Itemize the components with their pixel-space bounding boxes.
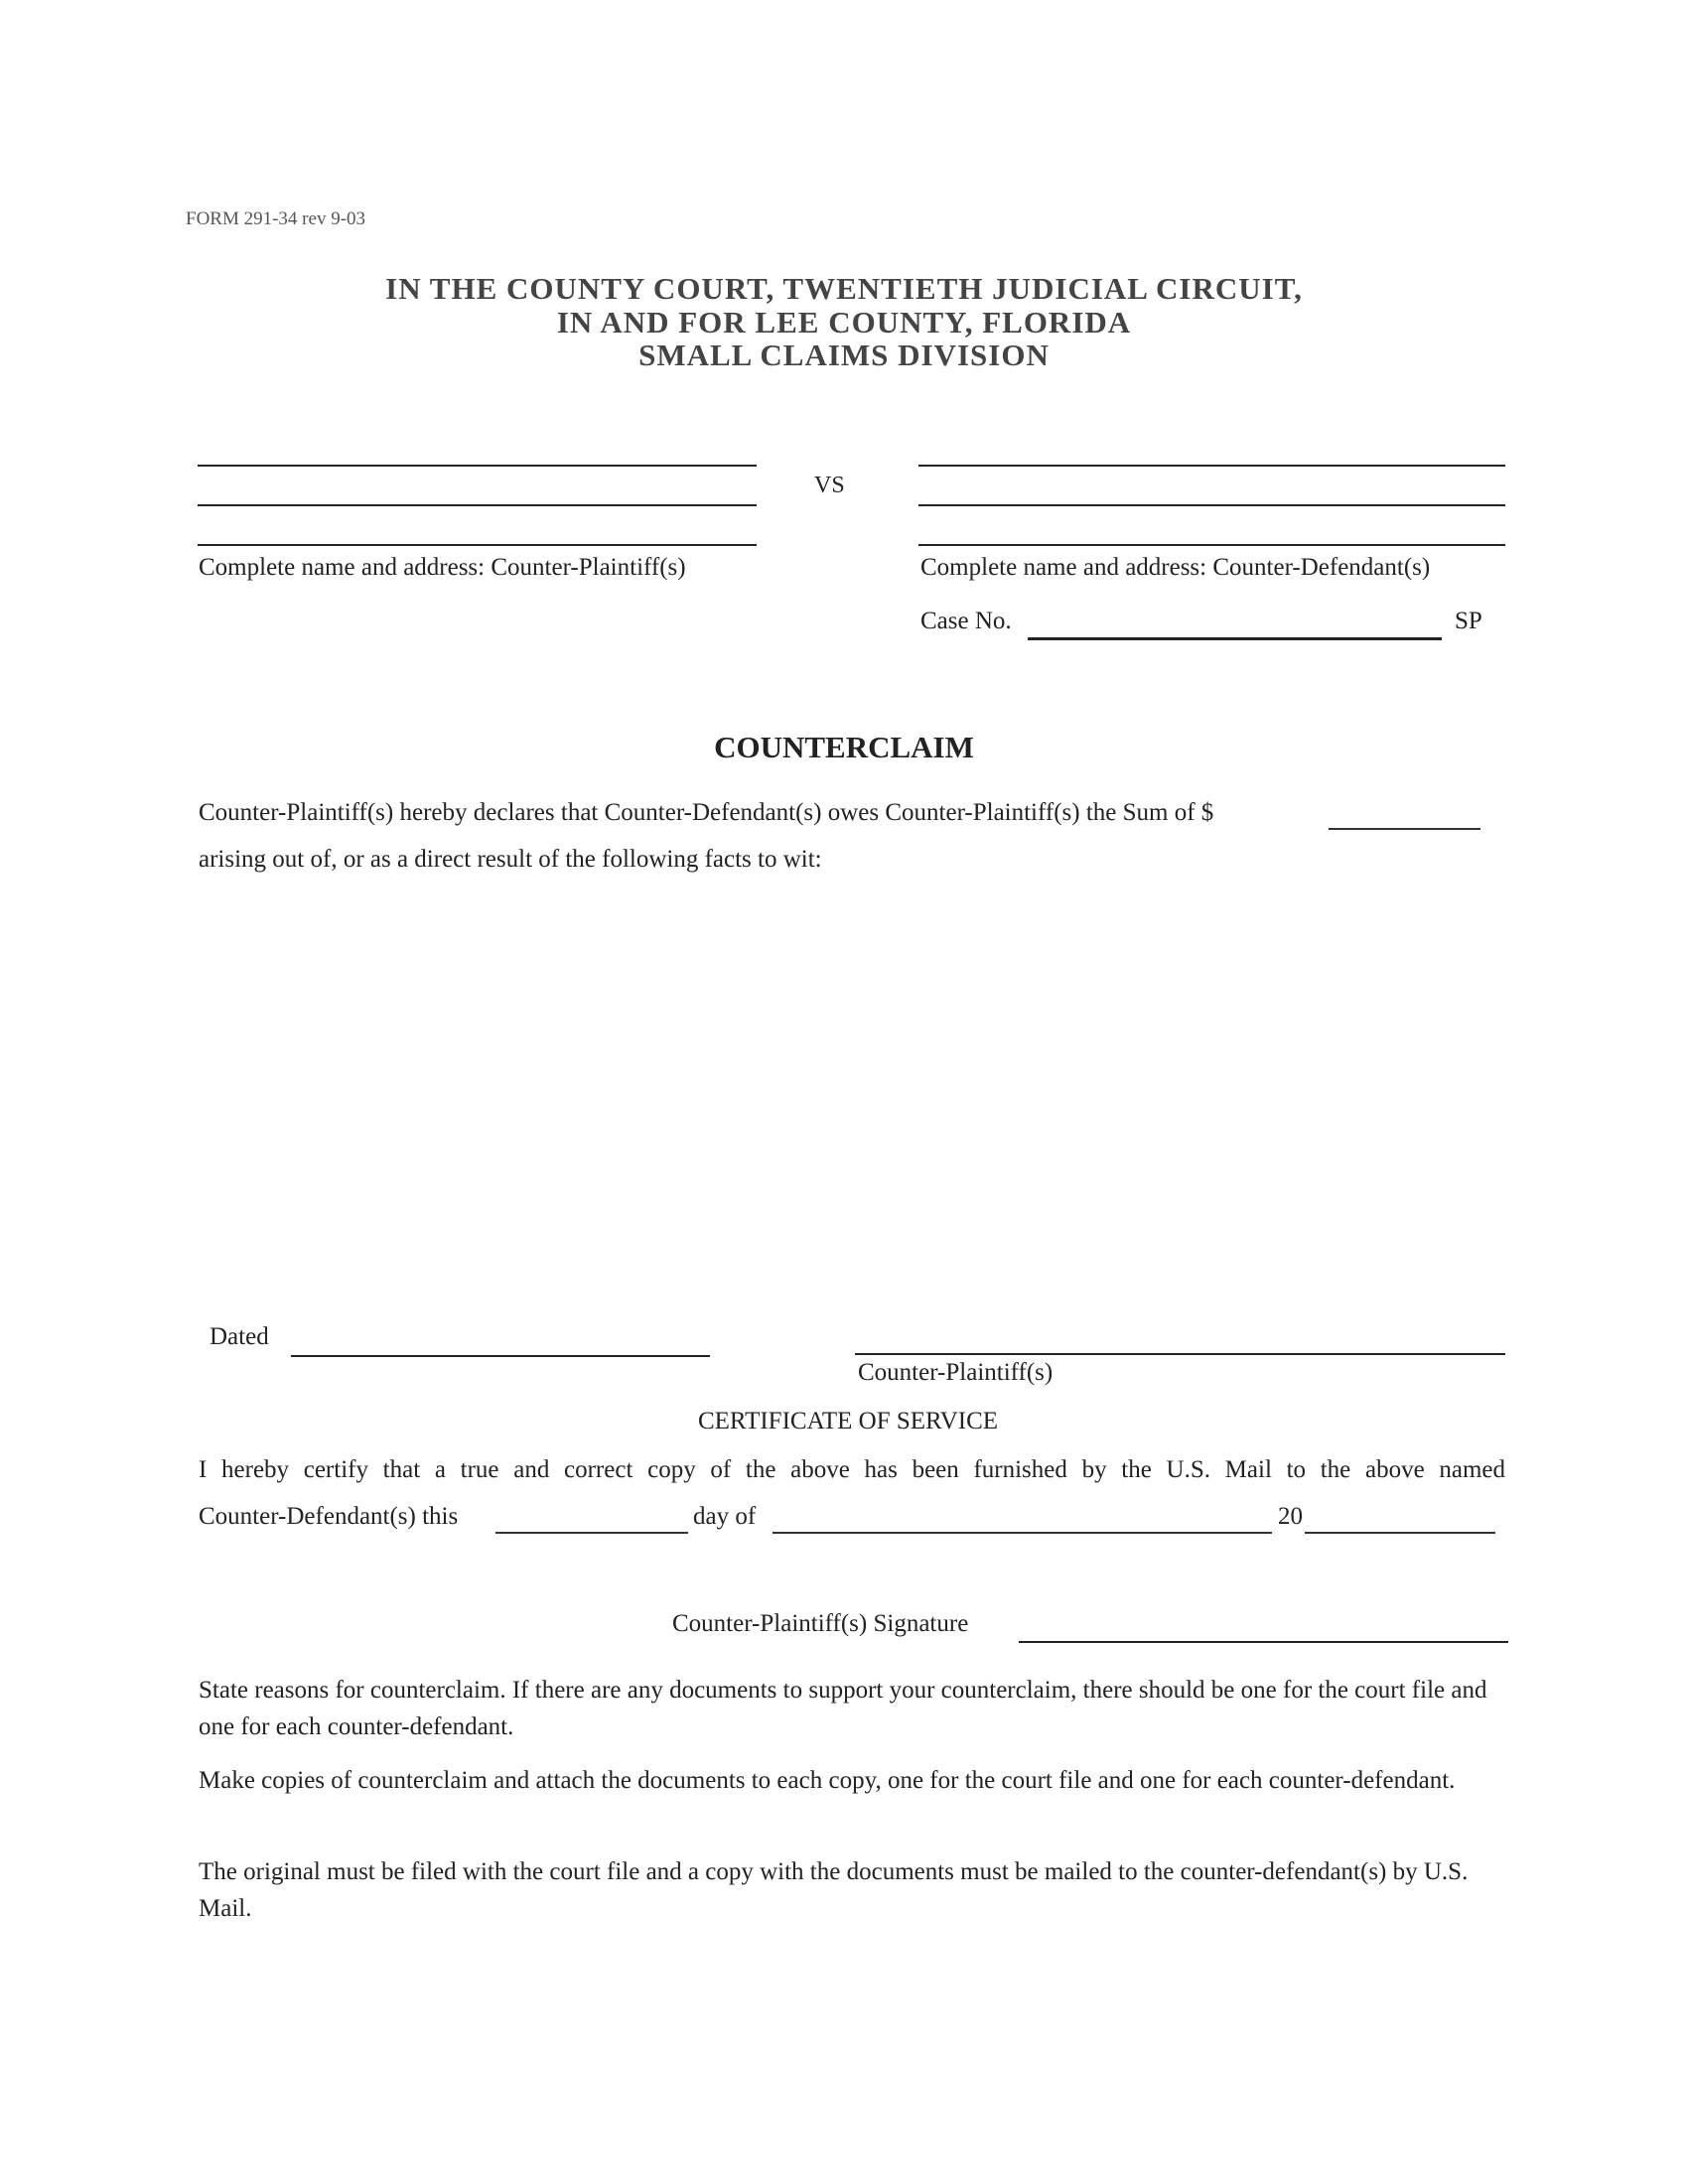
court-header-line-2: IN AND FOR LEE COUNTY, FLORIDA (556, 305, 1132, 340)
counter-plaintiff-signature-field[interactable] (855, 1310, 1505, 1352)
claim-statement: Counter-Plaintiff(s) hereby declares that Counter-Defendant(s) owes Counter-Plaintiff(s) the Sum of $ (199, 799, 1214, 826)
defendant-line-1 (918, 465, 1505, 467)
document-title: COUNTERCLAIM (714, 730, 974, 764)
claim-facts-intro: arising out of, or as a direct result of the following facts to wit: (199, 846, 822, 873)
certificate-statement: I hereby certify that a true and correct copy of the above has been furnished by the U.S. Mail to the above named (199, 1456, 1505, 1483)
court-header-line-3: SMALL CLAIMS DIVISION (638, 338, 1050, 372)
counter-plaintiff-signature-line (855, 1353, 1505, 1355)
defendant-line-3 (918, 544, 1505, 546)
certificate-day-of-label: day of (693, 1503, 757, 1530)
signature-field[interactable] (1019, 1603, 1508, 1639)
case-number-line (1028, 637, 1442, 640)
defendant-address-input-3[interactable] (918, 512, 1509, 544)
counter-plaintiff-label: Counter-Plaintiff(s) (858, 1359, 1054, 1386)
case-number-suffix: SP (1455, 608, 1482, 634)
signature-line (1019, 1641, 1508, 1643)
certificate-day-input[interactable] (495, 1503, 692, 1533)
certificate-defendant-this-label: Counter-Defendant(s) this (199, 1503, 459, 1530)
plaintiff-line-2 (198, 504, 757, 506)
dated-label: Dated (210, 1323, 269, 1350)
plaintiff-address-input-2[interactable] (198, 473, 761, 504)
certificate-year-input[interactable] (1305, 1503, 1499, 1533)
certificate-title: CERTIFICATE OF SERVICE (697, 1408, 999, 1434)
claim-amount-input[interactable] (1329, 799, 1484, 829)
form-id: FORM 291-34 rev 9-03 (186, 208, 366, 229)
court-header-line-1: IN THE COUNTY COURT, TWENTIETH JUDICIAL CIRCUIT, (385, 271, 1303, 306)
certificate-month-input[interactable] (773, 1503, 1276, 1533)
signature-label: Counter-Plaintiff(s) Signature (672, 1610, 969, 1637)
claim-facts-textarea[interactable] (199, 888, 1509, 1309)
plaintiff-line-1 (198, 465, 757, 467)
plaintiff-label: Complete name and address: Counter-Plaintiff(s) (199, 554, 686, 581)
versus-label: VS (814, 473, 845, 498)
defendant-name-input-1[interactable] (918, 433, 1509, 465)
dated-input[interactable] (291, 1324, 714, 1355)
plaintiff-address-input-3[interactable] (198, 512, 761, 544)
plaintiff-name-input-1[interactable] (198, 433, 761, 465)
instruction-3: The original must be filed with the court file and a copy with the documents must be mailed to the counter-defendant(s) by U.S. Mail. (199, 1858, 1469, 1922)
instruction-1: State reasons for counterclaim. If there are any documents to support your counterclaim, there should be one for the court file and one for each counter-defendant. (199, 1677, 1487, 1740)
case-number-input[interactable] (1028, 606, 1446, 637)
defendant-address-input-2[interactable] (918, 473, 1509, 504)
plaintiff-line-3 (198, 544, 757, 546)
defendant-label: Complete name and address: Counter-Defendant(s) (920, 554, 1431, 581)
defendant-line-2 (918, 504, 1505, 506)
instruction-2: Make copies of counterclaim and attach the documents to each copy, one for the court file and one for each counter-defendant. (199, 1767, 1456, 1794)
dated-line (291, 1355, 710, 1357)
case-number-label: Case No. (920, 608, 1012, 634)
certificate-year-prefix: 20 (1278, 1503, 1303, 1530)
